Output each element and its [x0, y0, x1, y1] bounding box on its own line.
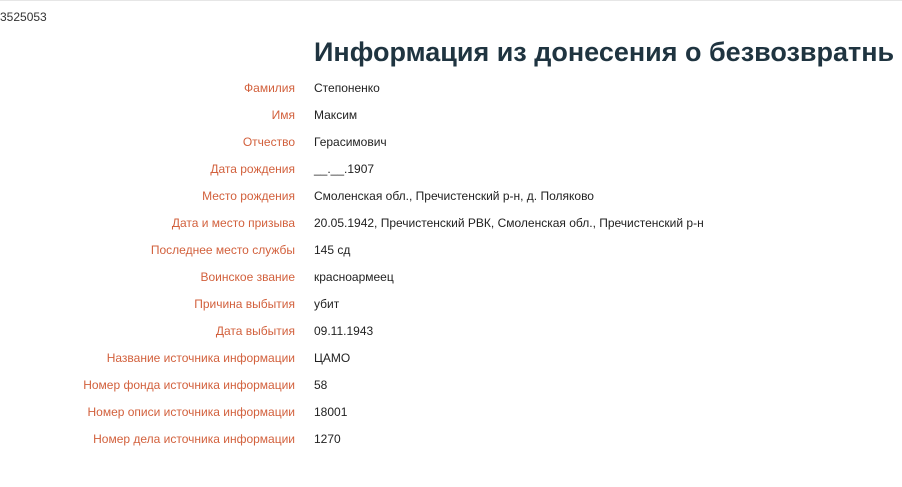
field-value: 58: [314, 378, 328, 392]
field-label: Последнее место службы: [150, 243, 295, 257]
field-row-fund-number: [0, 375, 902, 402]
field-label: Дата выбытия: [215, 324, 295, 338]
field-label: Имя: [271, 108, 295, 122]
field-value: красноармеец: [314, 270, 394, 284]
record-id: 3525053: [0, 10, 47, 24]
info-fields: [0, 78, 902, 456]
field-row-birth-date: [0, 159, 902, 186]
field-row-inventory-number: [0, 402, 902, 429]
field-row-loss-date: [0, 321, 902, 348]
field-row-conscription: [0, 213, 902, 240]
field-label: Номер дела источника информации: [93, 432, 295, 446]
field-value: 20.05.1942, Пречистенский РВК, Смоленская обл., Пречистенский р-н: [314, 216, 704, 230]
page-title: Информация из донесения о безвозвратнь: [314, 37, 895, 67]
field-label: Место рождения: [202, 189, 295, 203]
field-label: Дата рождения: [210, 162, 295, 176]
field-value: Герасимович: [314, 135, 387, 149]
field-label: Дата и место призыва: [171, 216, 295, 230]
field-row-last-service: [0, 240, 902, 267]
field-label: Воинское звание: [200, 270, 295, 284]
field-value: 18001: [314, 405, 348, 419]
top-divider: [0, 0, 902, 1]
field-value: Максим: [314, 108, 358, 122]
field-value: Смоленская обл., Пречистенский р-н, д. Поляково: [314, 189, 594, 203]
field-value: __.__.1907: [314, 162, 375, 176]
field-row-birth-place: [0, 186, 902, 213]
field-row-rank: [0, 267, 902, 294]
field-value: 145 сд: [314, 243, 351, 257]
field-label: Отчество: [242, 135, 295, 149]
field-label: Номер описи источника информации: [87, 405, 295, 419]
field-row-case-number: [0, 429, 902, 456]
field-row-surname: [0, 78, 902, 105]
field-value: 1270: [314, 432, 341, 446]
field-value: Степоненко: [314, 81, 380, 95]
field-row-loss-reason: [0, 294, 902, 321]
field-label: Название источника информации: [106, 351, 295, 365]
field-value: убит: [314, 297, 340, 311]
field-row-patronymic: [0, 132, 902, 159]
field-label: Фамилия: [244, 81, 295, 95]
field-row-source-name: [0, 348, 902, 375]
field-value: ЦАМО: [314, 351, 351, 365]
field-label: Номер фонда источника информации: [83, 378, 295, 392]
field-label: Причина выбытия: [194, 297, 295, 311]
field-row-name: [0, 105, 902, 132]
field-value: 09.11.1943: [314, 324, 374, 338]
